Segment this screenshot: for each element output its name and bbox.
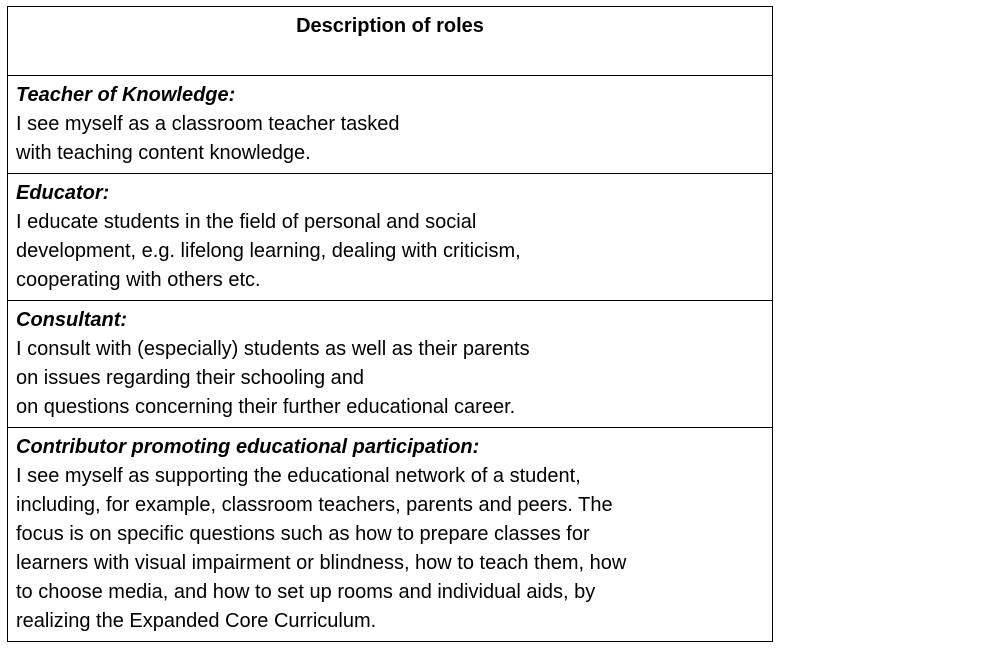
role-title: Teacher of Knowledge: bbox=[16, 84, 236, 106]
role-description-line: I consult with (especially) students as well as their parents bbox=[16, 338, 530, 360]
role-description-line: realizing the Expanded Core Curriculum. bbox=[16, 610, 377, 632]
role-title: Contributor promoting educational participation: bbox=[16, 436, 480, 458]
role-description-line: I see myself as a classroom teacher tasked bbox=[16, 113, 400, 135]
role-description-line: to choose media, and how to set up rooms and individual aids, by bbox=[16, 581, 596, 603]
role-cell-teacher-of-knowledge bbox=[8, 76, 773, 174]
table-row bbox=[8, 76, 773, 174]
roles-table bbox=[7, 6, 773, 642]
table-row bbox=[8, 301, 773, 428]
role-description-line: learners with visual impairment or blindness, how to teach them, how bbox=[16, 552, 627, 574]
role-cell-contributor bbox=[8, 428, 773, 642]
role-title: Consultant: bbox=[16, 309, 128, 331]
role-description-line: with teaching content knowledge. bbox=[16, 142, 311, 164]
role-description-line: on issues regarding their schooling and bbox=[16, 367, 364, 389]
table-header: Description of roles bbox=[8, 7, 773, 76]
role-description-line: I educate students in the field of personal and social bbox=[16, 211, 477, 233]
role-description-line: including, for example, classroom teachers, parents and peers. The bbox=[16, 494, 613, 516]
role-description-line: cooperating with others etc. bbox=[16, 269, 261, 291]
role-description-line: I see myself as supporting the educational network of a student, bbox=[16, 465, 581, 487]
role-description-line: development, e.g. lifelong learning, dealing with criticism, bbox=[16, 240, 521, 262]
table-row bbox=[8, 428, 773, 642]
role-description-line: focus is on specific questions such as how to prepare classes for bbox=[16, 523, 590, 545]
role-cell-consultant bbox=[8, 301, 773, 428]
role-title: Educator: bbox=[16, 182, 110, 204]
table-row bbox=[8, 174, 773, 301]
role-cell-educator bbox=[8, 174, 773, 301]
role-description-line: on questions concerning their further educational career. bbox=[16, 396, 516, 418]
table-header-row bbox=[8, 7, 773, 76]
